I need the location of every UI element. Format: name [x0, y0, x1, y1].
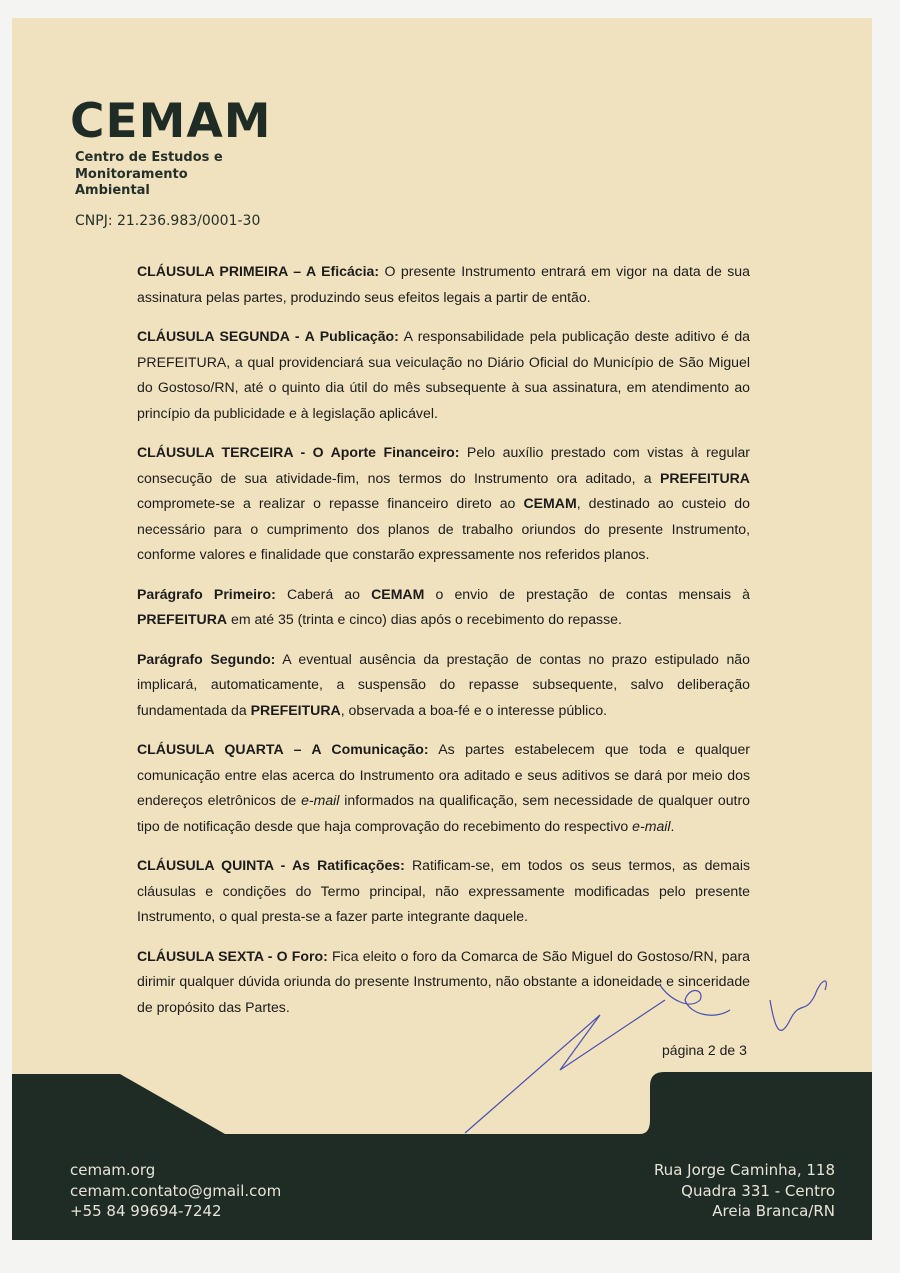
clause-text: A responsabilidade pela publicação deste aditivo é da PREFEITURA, a qual providenciará sua veiculação no Diário Oficial do Município de São Miguel do Gostoso/RN, até o quinto dia útil do mês subsequente à sua assinatura, em atendimento ao princípio da publicidade e à legislação aplicável. — [137, 328, 751, 421]
clause-title: Parágrafo Segundo: — [137, 650, 276, 667]
subtitle-line: Centro de Estudos e — [75, 150, 223, 165]
subtitle-line: Ambiental — [75, 183, 150, 198]
clause-title: Parágrafo Primeiro: — [137, 585, 276, 602]
bold-term: PREFEITURA — [659, 469, 750, 486]
clause-text: Ratificam-se, em todos os seus termos, as demais cláusulas e condições do Termo principal, não expressamente modificadas pelo presente Instrumento, o qual presta-se a fazer parte integrante daquele. — [137, 857, 751, 924]
bold-term: PREFEITURA — [137, 611, 228, 627]
italic-term: e-mail — [301, 792, 340, 808]
clause-title: CLÁUSULA TERCEIRA - O Aporte Financeiro: — [137, 444, 460, 460]
clause-text: Caberá ao — [275, 585, 372, 602]
clause-title: CLÁUSULA SEGUNDA - A Publicação: — [137, 328, 399, 344]
bold-term: PREFEITURA — [250, 701, 341, 718]
bold-term: CEMAM — [523, 495, 577, 511]
phone-number: +55 84 99694-7242 — [70, 1202, 222, 1220]
clause-text: informados na qualificação, sem necessidade de qualquer outro tipo de notificação desde que haja comprovação do recebimento do respectivo — [137, 792, 750, 834]
bold-term: CEMAM — [371, 585, 425, 602]
clause-text: Pelo auxílio prestado com vistas à regular consecução de sua atividade-fim, nos termos do Instrumento ora aditado, a — [137, 444, 750, 486]
clause-title: CLÁUSULA SEXTA - O Foro: — [137, 947, 328, 964]
email-link[interactable]: cemam.contato@gmail.com — [70, 1181, 282, 1200]
address-line: Quadra 331 - Centro — [681, 1181, 835, 1200]
clause-title: CLÁUSULA QUINTA - As Ratificações: — [137, 857, 405, 873]
subtitle-line: Monitoramento — [75, 166, 188, 182]
clause-text: em até 35 (trinta e cinco) dias após o recebimento do repasse. — [227, 611, 622, 627]
website-link[interactable]: cemam.org — [70, 1161, 156, 1179]
footer-address — [654, 1160, 835, 1222]
address-line: Rua Jorge Caminha, 118 — [653, 1161, 835, 1179]
cemam-logo: CEMAM — [70, 94, 272, 149]
clause-text: o envio de prestação de contas mensais à — [424, 585, 751, 602]
clause-title: CLÁUSULA QUARTA – A Comunicação: — [137, 741, 429, 757]
clause-text: Fica eleito o foro da Comarca de São Miguel do Gostoso/RN, para dirimir qualquer dúvida oriunda do presente Instrumento, não obstante a idoneidade e sinceridade de propósito das Partes. — [137, 947, 750, 1015]
clause-text: O presente Instrumento entrará em vigor na data de sua assinatura pelas partes, produzindo seus efeitos legais a partir de então. — [137, 263, 750, 305]
clause-text: compromete-se a realizar o repasse financeiro direto ao — [137, 495, 524, 511]
clause-text: A eventual ausência da prestação de contas no prazo estipulado não implicará, automaticamente, a suspensão do repasse subsequente, salvo deliberação fundamentada da — [137, 650, 750, 718]
clause-text: , destinado ao custeio do necessário para o cumprimento dos planos de trabalho oriundos do presente Instrumento, conforme valores e finalidade que constarão expressamente nos referidos planos. — [137, 495, 750, 562]
page-number: página 2 de 3 — [662, 1042, 747, 1058]
address-line: Areia Branca/RN — [712, 1202, 835, 1220]
clause-text: . — [670, 817, 675, 834]
clause-text: As partes estabelecem que toda e qualquer comunicação entre elas acerca do Instrumento ora aditado e seus aditivos se dará por meio dos endereços eletrônicos de — [137, 741, 750, 808]
cnpj: CNPJ: 21.236.983/0001-30 — [75, 213, 261, 229]
clause-text: , observada a boa-fé e o interesse público. — [340, 701, 608, 718]
footer-contact — [70, 1160, 281, 1222]
italic-term: e-mail — [632, 817, 671, 834]
clause-title: CLÁUSULA PRIMEIRA – A Eficácia: — [137, 263, 380, 279]
